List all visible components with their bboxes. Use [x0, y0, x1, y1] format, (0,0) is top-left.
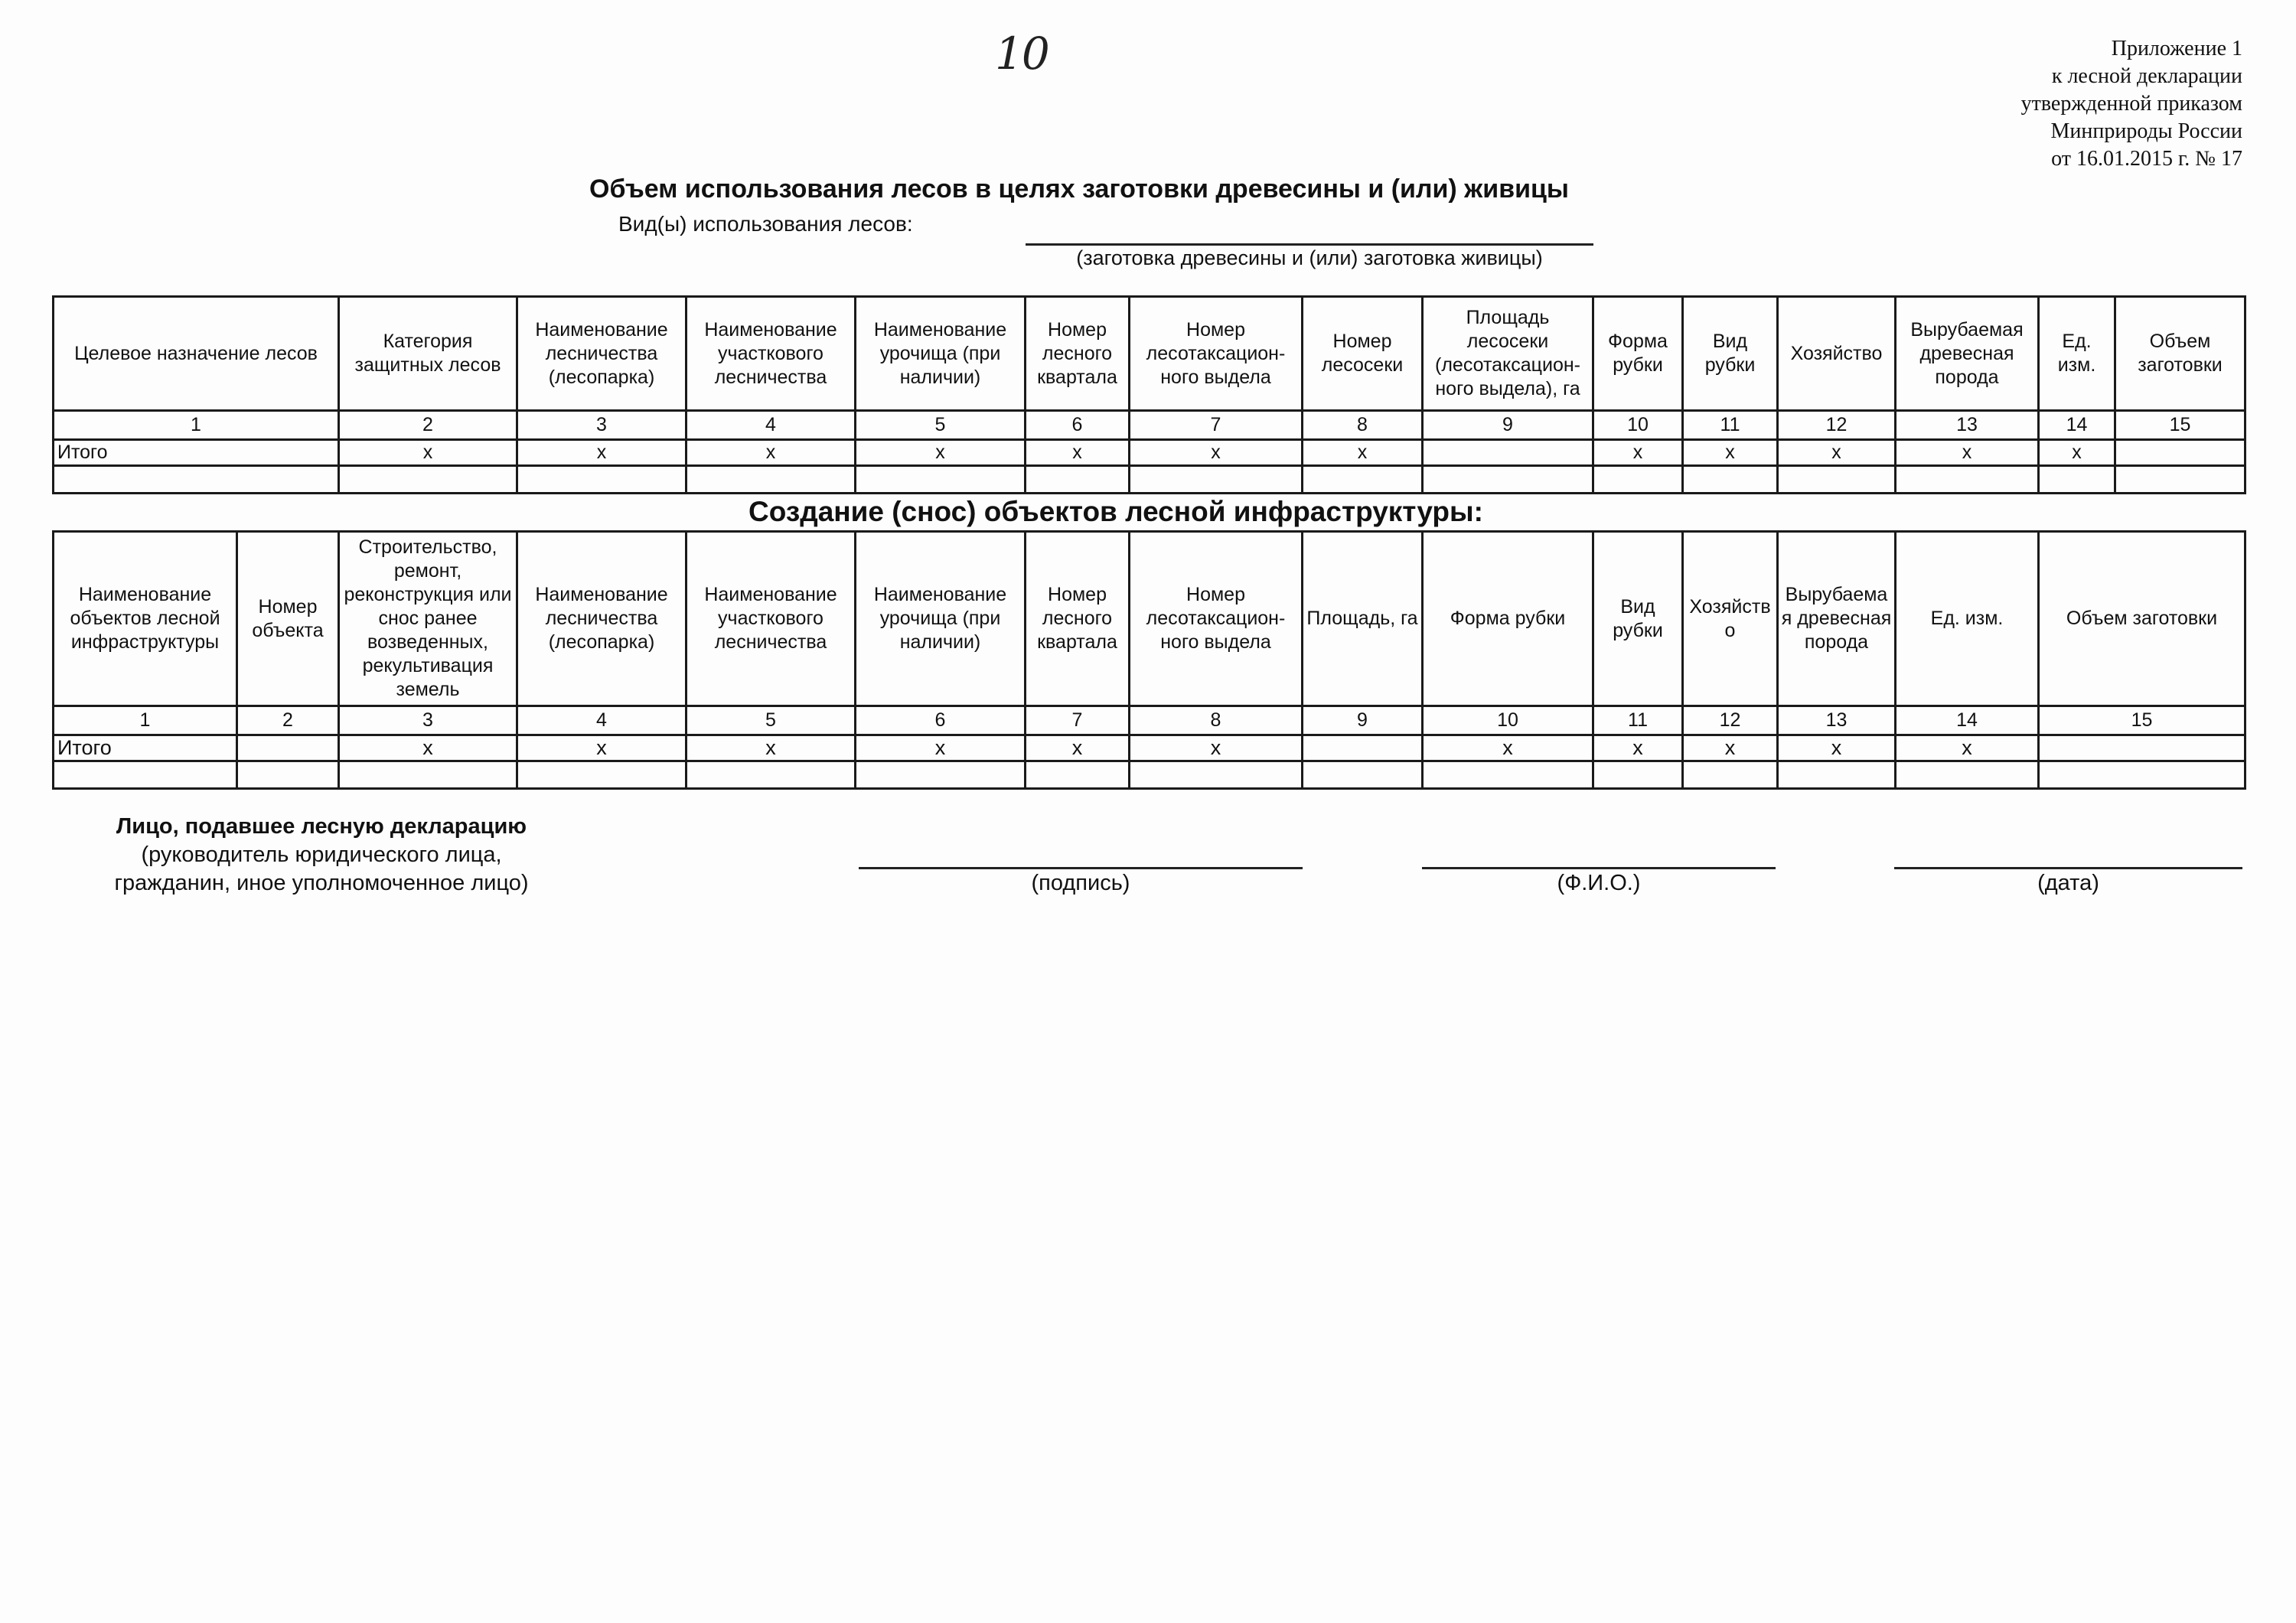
infrastructure-table [52, 530, 2246, 790]
total-cell: x [517, 440, 687, 466]
table-cell[interactable] [54, 761, 237, 789]
total-cell: x [1130, 735, 1303, 761]
table-cell[interactable] [2115, 466, 2245, 494]
column-number: 9 [1303, 706, 1423, 735]
fio-caption: (Ф.И.О.) [1557, 871, 1641, 895]
fio-field[interactable] [1422, 867, 1776, 869]
column-header: Площадь, га [1303, 532, 1423, 706]
table-cell[interactable] [1683, 761, 1778, 789]
table-cell[interactable] [1130, 466, 1303, 494]
column-header: Категория защитных лесов [339, 297, 517, 411]
declarant-title: Лицо, подавшее лесную декларацию [116, 814, 527, 839]
appendix-line: к лесной декларации [2051, 64, 2242, 88]
total-label: Итого [54, 440, 339, 466]
column-number: 1 [54, 706, 237, 735]
table-cell[interactable] [1303, 761, 1423, 789]
table-row [54, 466, 2245, 494]
table-cell[interactable] [54, 466, 339, 494]
total-cell: x [1683, 735, 1778, 761]
column-number-row [54, 706, 2245, 735]
total-cell: x [1303, 440, 1423, 466]
date-field[interactable] [1894, 867, 2242, 869]
column-header: Объем заготовки [2039, 532, 2245, 706]
usage-type-label: Вид(ы) использования лесов: [618, 212, 913, 236]
total-object-cell[interactable] [237, 735, 339, 761]
table-cell[interactable] [1026, 761, 1130, 789]
column-number: 3 [517, 411, 687, 440]
column-number: 8 [1303, 411, 1423, 440]
table-cell[interactable] [1130, 761, 1303, 789]
table-cell[interactable] [856, 761, 1026, 789]
table-header-row [54, 532, 2245, 706]
column-number: 6 [1026, 411, 1130, 440]
total-cell: x [1683, 440, 1778, 466]
total-area-cell[interactable] [1303, 735, 1423, 761]
table-cell[interactable] [517, 761, 687, 789]
column-number: 7 [1130, 411, 1303, 440]
column-number: 5 [687, 706, 856, 735]
column-header: Наименование лесничества (лесопарка) [517, 532, 687, 706]
column-number: 14 [1896, 706, 2039, 735]
appendix-line: Приложение 1 [2111, 37, 2242, 60]
total-cell: x [687, 735, 856, 761]
table-cell[interactable] [1896, 466, 2039, 494]
table-row [54, 761, 2245, 789]
column-number: 10 [1593, 411, 1683, 440]
total-cell: x [517, 735, 687, 761]
column-header: Хозяйств о [1683, 532, 1778, 706]
harvest-volume-table [52, 295, 2246, 494]
column-header: Наименование участкового лесничества [687, 532, 856, 706]
column-header: Номер лесотаксацион-ного выдела [1130, 532, 1303, 706]
table-cell[interactable] [237, 761, 339, 789]
column-header: Вырубаема я древесная порода [1778, 532, 1896, 706]
column-number: 11 [1593, 706, 1683, 735]
column-number: 4 [517, 706, 687, 735]
table-cell[interactable] [1593, 466, 1683, 494]
total-cell: x [1593, 440, 1683, 466]
usage-type-field[interactable] [1026, 243, 1593, 246]
column-header: Площадь лесосеки (лесотаксацион-ного выдела), га [1423, 297, 1593, 411]
table-cell[interactable] [1593, 761, 1683, 789]
column-header: Номер лесосеки [1303, 297, 1423, 411]
total-row [54, 440, 2245, 466]
total-cell: x [1896, 440, 2039, 466]
column-number: 2 [237, 706, 339, 735]
table-cell[interactable] [1896, 761, 2039, 789]
total-cell: x [856, 735, 1026, 761]
column-number: 11 [1683, 411, 1778, 440]
column-number: 15 [2039, 706, 2245, 735]
table-cell[interactable] [517, 466, 687, 494]
column-header: Вид рубки [1593, 532, 1683, 706]
column-number: 4 [687, 411, 856, 440]
total-cell: x [687, 440, 856, 466]
total-cell: x [1593, 735, 1683, 761]
table-cell[interactable] [1303, 466, 1423, 494]
total-cell: x [1778, 440, 1896, 466]
table-cell[interactable] [687, 466, 856, 494]
column-header: Ед. изм. [1896, 532, 2039, 706]
column-header: Объем заготовки [2115, 297, 2245, 411]
column-header: Номер лесотаксацион-ного выдела [1130, 297, 1303, 411]
column-header: Наименование урочища (при наличии) [856, 297, 1026, 411]
date-caption: (дата) [2037, 871, 2099, 895]
column-header: Форма рубки [1423, 532, 1593, 706]
column-number: 1 [54, 411, 339, 440]
table-cell[interactable] [1778, 466, 1896, 494]
total-cell: x [1896, 735, 2039, 761]
column-header: Вырубаемая древесная порода [1896, 297, 2039, 411]
section2-title: Создание (снос) объектов лесной инфраструктуры: [748, 496, 1483, 527]
column-number: 15 [2115, 411, 2245, 440]
column-header: Наименование урочища (при наличии) [856, 532, 1026, 706]
column-number: 12 [1683, 706, 1778, 735]
table-cell[interactable] [2039, 761, 2245, 789]
column-number: 10 [1423, 706, 1593, 735]
page-number: 10 [995, 28, 1049, 80]
table-cell[interactable] [1778, 761, 1896, 789]
total-cell: x [856, 440, 1026, 466]
column-header: Наименование объектов лесной инфраструктуры [54, 532, 237, 706]
column-number: 14 [2039, 411, 2115, 440]
table-cell[interactable] [1423, 761, 1593, 789]
column-number: 12 [1778, 411, 1896, 440]
appendix-line: от 16.01.2015 г. № 17 [2051, 147, 2242, 171]
total-row [54, 735, 2245, 761]
column-header: Строительство, ремонт, реконструкция или снос ранее возведенных, рекультивация земель [339, 532, 517, 706]
appendix-line: Минприроды России [2050, 119, 2242, 143]
total-cell: x [2039, 440, 2115, 466]
total-volume-cell[interactable] [2039, 735, 2245, 761]
table-cell[interactable] [1683, 466, 1778, 494]
column-number: 13 [1896, 411, 2039, 440]
column-header: Номер объекта [237, 532, 339, 706]
table-cell[interactable] [2039, 466, 2115, 494]
total-label: Итого [54, 735, 237, 761]
column-header: Целевое назначение лесов [54, 297, 339, 411]
column-header: Наименование лесничества (лесопарка) [517, 297, 687, 411]
total-cell: x [1423, 735, 1593, 761]
total-area-cell[interactable] [1423, 440, 1593, 466]
table-cell[interactable] [687, 761, 856, 789]
total-volume-cell[interactable] [2115, 440, 2245, 466]
column-number: 2 [339, 411, 517, 440]
column-number: 9 [1423, 411, 1593, 440]
total-cell: x [339, 440, 517, 466]
column-number-row [54, 411, 2245, 440]
appendix-line: утвержденной приказом [2020, 92, 2242, 116]
column-header: Хозяйство [1778, 297, 1896, 411]
table-cell[interactable] [1026, 466, 1130, 494]
declarant-block [92, 813, 551, 898]
total-cell: x [1026, 735, 1130, 761]
column-header: Наименование участкового лесничества [687, 297, 856, 411]
column-header: Номер лесного квартала [1026, 532, 1130, 706]
table-cell[interactable] [339, 466, 517, 494]
column-header: Форма рубки [1593, 297, 1683, 411]
table-cell[interactable] [856, 466, 1026, 494]
table-header-row [54, 297, 2245, 411]
column-number: 5 [856, 411, 1026, 440]
total-cell: x [339, 735, 517, 761]
section1-title: Объем использования лесов в целях заготовки древесины и (или) живицы [589, 174, 1569, 204]
total-cell: x [1026, 440, 1130, 466]
signature-caption: (подпись) [1031, 871, 1130, 895]
appendix-reference [2021, 35, 2242, 173]
table-cell[interactable] [1423, 466, 1593, 494]
column-number: 8 [1130, 706, 1303, 735]
column-header: Вид рубки [1683, 297, 1778, 411]
total-cell: x [1778, 735, 1896, 761]
column-header: Номер лесного квартала [1026, 297, 1130, 411]
signature-field[interactable] [859, 867, 1303, 869]
usage-type-hint: (заготовка древесины и (или) заготовка живицы) [1076, 246, 1543, 269]
total-cell: x [1130, 440, 1303, 466]
table-cell[interactable] [339, 761, 517, 789]
column-number: 6 [856, 706, 1026, 735]
column-number: 7 [1026, 706, 1130, 735]
column-header: Ед. изм. [2039, 297, 2115, 411]
declarant-subtitle: (руководитель юридического лица, гражданин, иное уполномоченное лицо) [114, 842, 529, 895]
column-number: 3 [339, 706, 517, 735]
column-number: 13 [1778, 706, 1896, 735]
